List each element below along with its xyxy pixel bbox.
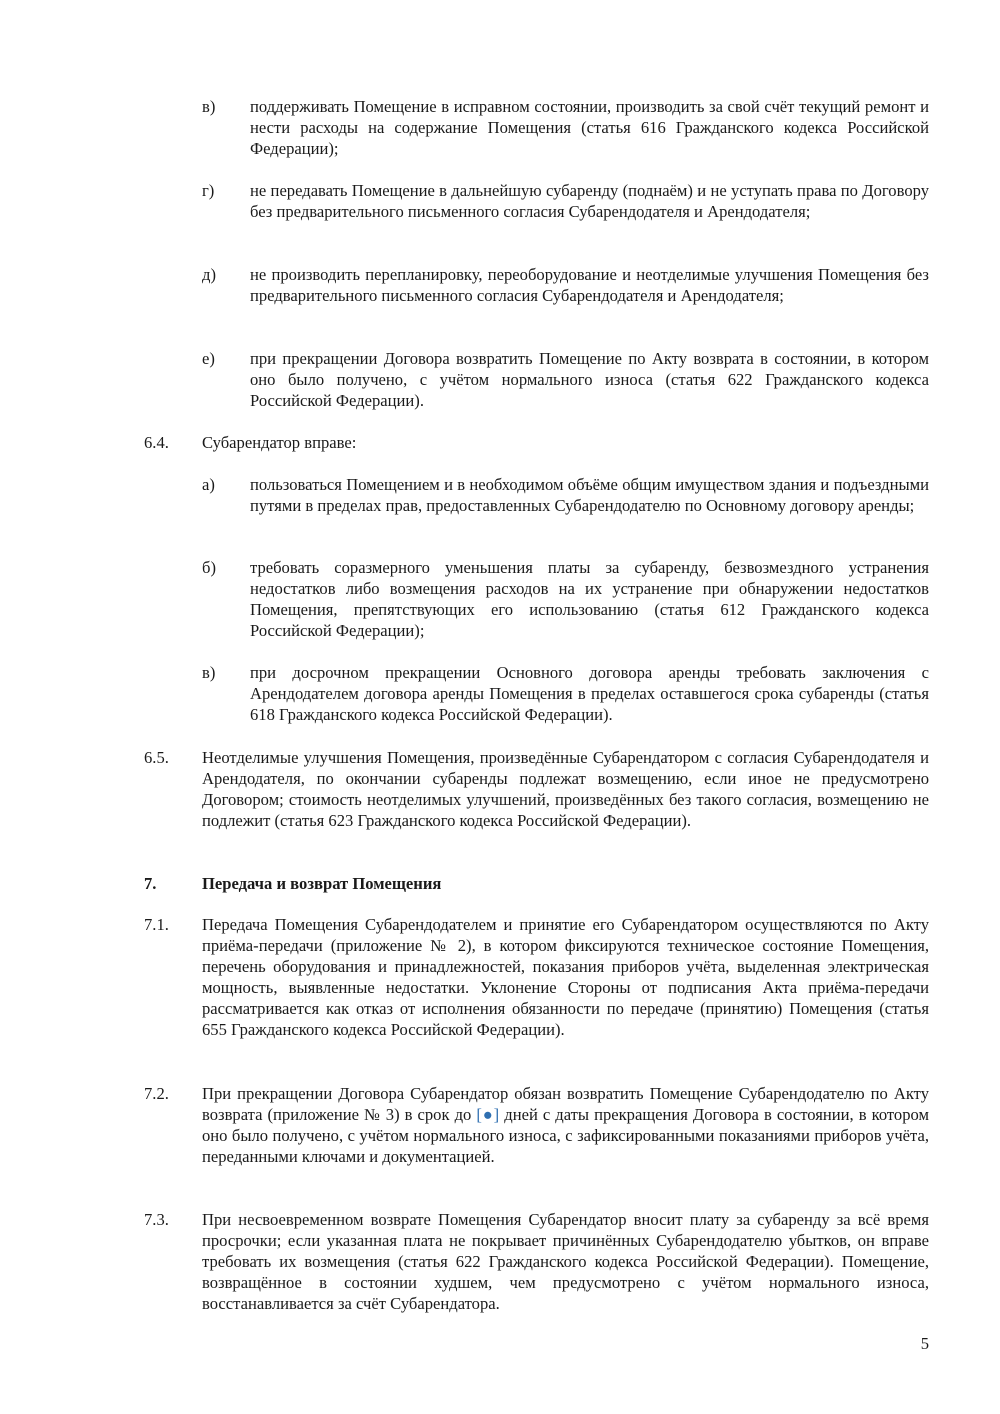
clause-number: 6.4. xyxy=(144,433,169,452)
list-item xyxy=(202,264,929,306)
list-item xyxy=(202,662,929,725)
list-item xyxy=(202,348,929,411)
section-title: Передача и возврат Помещения xyxy=(202,874,442,893)
item-marker: в) xyxy=(202,663,216,682)
clause-6-4 xyxy=(144,432,929,453)
clause-number: 7.2. xyxy=(144,1084,169,1103)
section-number: 7. xyxy=(144,874,157,893)
list-item xyxy=(202,96,929,159)
clause-7-1 xyxy=(144,914,929,1040)
clause-text-part: дней с даты прекращения Договора в состоянии, в котором оно было получено, с учётом нормального износа, с зафиксированными показаниями приборов учёта, переданными ключами и документацией. xyxy=(202,1105,930,1166)
clause-number: 7.3. xyxy=(144,1210,169,1229)
item-text: не производить перепланировку, переоборудование и неотделимые улучшения Помещения без предварительного письменного согласия Субарендодателя и Арендодателя; xyxy=(250,265,929,305)
page-number: 5 xyxy=(920,1334,929,1353)
clause-text: При несвоевременном возврате Помещения Субарендатор вносит плату за субаренду за всё время просрочки; если указанная плата не покрывает причинённых Субарендодателю убытков, он вправе требовать их возмещения (статья 622 Гражданского кодекса Российской Федерации). Помещение, возвращённое в состоянии худшем, чем предусмотрено с учётом нормального износа, восстанавливается за счёт Субарендатора. xyxy=(202,1210,929,1313)
item-marker: в) xyxy=(202,97,216,116)
clause-text: Передача Помещения Субарендодателем и принятие его Субарендатором осуществляются по Акту приёма-передачи (приложение № 2), в котором фиксируются техническое состояние Помещения, перечень оборудования и принадлежностей, показания приборов учёта, выделенная электрическая мощность, выявленные недостатки. Уклонение Стороны от подписания Акта приёма-передачи рассматривается как отказ от исполнения обязанности по передаче (принятию) Помещения (статья 655 Гражданского кодекса Российской Федерации). xyxy=(202,915,929,1039)
placeholder-field[interactable]: [●] xyxy=(476,1105,500,1124)
item-marker: а) xyxy=(202,475,215,494)
item-marker: г) xyxy=(202,181,215,200)
item-marker: д) xyxy=(202,265,216,284)
clause-text: Неотделимые улучшения Помещения, произведённые Субарендатором с согласия Субарендодателя и Арендодателя, по окончании субаренды подлежат возмещению, если иное не предусмотрено Договором; стоимость неотделимых улучшений, произведённых без такого согласия, возмещению не подлежит (статья 623 Гражданского кодекса Российской Федерации). xyxy=(202,748,929,830)
item-text: пользоваться Помещением и в необходимом объёме общим имуществом здания и подъездными путями в пределах прав, предоставленных Субарендодателю по Основному договору аренды; xyxy=(250,475,929,515)
clause-6-5 xyxy=(144,747,929,831)
item-marker: е) xyxy=(202,349,215,368)
item-text: требовать соразмерного уменьшения платы за субаренду, безвозмездного устранения недостатков либо возмещения расходов на их устранение при обнаружении недостатков Помещения, препятствующих его использованию (статья 612 Гражданского кодекса Российской Федерации); xyxy=(250,558,929,640)
list-item xyxy=(202,557,929,641)
item-text: не передавать Помещение в дальнейшую субаренду (поднаём) и не уступать права по Договору без предварительного письменного согласия Субарендодателя и Арендодателя; xyxy=(250,181,929,221)
item-text: при прекращении Договора возвратить Помещение по Акту возврата в состоянии, в котором оно было получено, с учётом нормального износа (статья 622 Гражданского кодекса Российской Федерации). xyxy=(250,349,929,410)
clause-number: 6.5. xyxy=(144,748,169,767)
item-text: поддерживать Помещение в исправном состоянии, производить за свой счёт текущий ремонт и нести расходы на содержание Помещения (статья 616 Гражданского кодекса Российской Федерации); xyxy=(250,97,929,158)
clause-text-part: При прекращении Договора Субарендатор обязан возвратить Помещение Субарендодателю по Акту возврата (приложение № 3) в срок до xyxy=(202,1084,929,1124)
section-heading xyxy=(144,873,929,894)
clause-number: 7.1. xyxy=(144,915,169,934)
item-marker: б) xyxy=(202,558,216,577)
list-item xyxy=(202,474,929,516)
clause-7-2 xyxy=(144,1083,929,1167)
item-text: при досрочном прекращении Основного договора аренды требовать заключения с Арендодателем договора аренды Помещения в пределах оставшегося срока субаренды (статья 618 Гражданского кодекса Российской Федерации). xyxy=(250,663,929,724)
list-item xyxy=(202,180,929,222)
clause-text: Субарендатор вправе: xyxy=(202,433,357,452)
clause-text xyxy=(202,1083,929,1167)
clause-7-3 xyxy=(144,1209,929,1314)
